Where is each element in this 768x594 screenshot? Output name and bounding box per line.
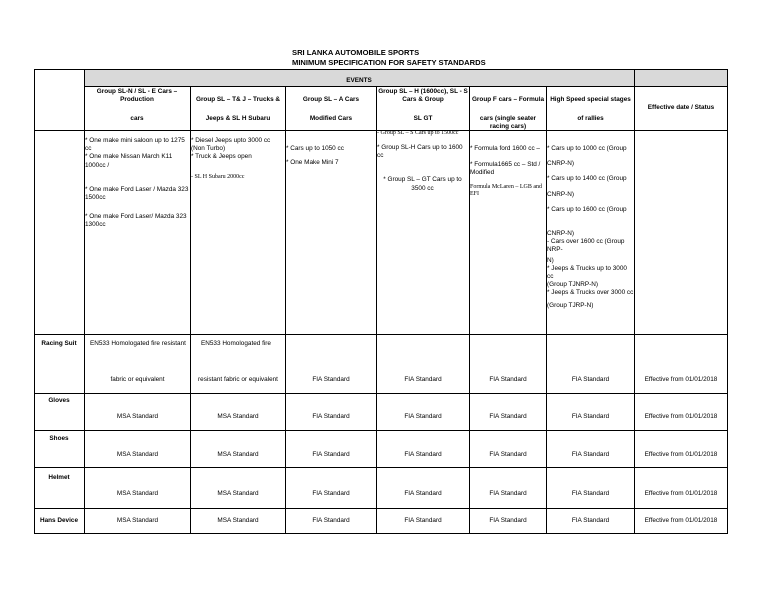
class-item: - Group SL – S Cars up to 1500cc [377,130,459,136]
class-item: * Truck & Jeeps open [191,153,252,161]
rule [84,86,728,87]
document-subtitle: MINIMUM SPECIFICATION FOR SAFETY STANDARDS [292,58,486,67]
cell-text: EN533 Homologated fire [201,340,271,347]
shoes-col-3: FIA Standard [312,451,350,458]
class-item: Formula McLaren – LGB and EFI [470,183,542,197]
class-item: (Group TJRP-N) [547,301,594,309]
cell-text: fabric or equivalent [110,376,165,384]
rule [34,393,728,394]
shoes-col-1: MSA Standard [116,451,159,458]
col-header-7: Effective date / Status [647,104,715,111]
classes-col-2 [191,137,284,181]
class-item: * Group SL-H Cars up to 1600 cc [377,144,463,160]
helmet-col-3: FIA Standard [312,490,350,497]
gloves-col-6: FIA Standard [571,413,610,420]
status-header-band [634,70,727,86]
rule [634,69,635,534]
cell-text: resistant fabric or equivalent [198,376,278,384]
shoes-col-7: Effective from 01/01/2018 [644,451,718,458]
classes-col-6 [547,145,634,310]
class-item: * Cars up to 1000 cc (Group [547,145,627,152]
class-item: * One make Ford Laser/ Mazda 323 1300cc [85,213,187,229]
gloves-col-4: FIA Standard [404,413,442,420]
helmet-col-7: Effective from 01/01/2018 [644,490,718,497]
row-label-racing-suit: Racing Suit [41,340,77,347]
col-header-2 [191,96,285,123]
col-header-4 [377,88,469,124]
class-item: * One make Ford Laser / Mazda 323 1500cc [85,185,189,202]
cell-text: EN533 Homologated fire resistant [90,340,186,347]
helmet-col-6: FIA Standard [571,490,610,497]
class-item: N) [547,256,554,264]
col-header-5-line2: cars (single seater racing cars) [479,115,537,131]
class-item: CNRP-N) [547,190,574,198]
col-header-1 [86,88,188,124]
class-item: CNRP-N) [547,230,574,238]
rule [34,467,728,468]
rule [34,69,728,70]
col-header-3 [286,96,376,123]
col-header-4-line2: SL GT [413,115,433,123]
hans-col-3: FIA Standard [312,517,350,524]
gloves-col-1: MSA Standard [116,413,159,420]
row-label-hans-device: Hans Device [39,517,78,524]
col-header-4-line1: Group SL – H (1600cc), SL - S Cars & Group [378,88,468,104]
class-item: * Cars up to 1600 cc (Group [547,205,627,213]
col-header-3-line1: Group SL – A Cars [302,96,360,103]
class-item: * One make mini saloon up to 1275 cc [85,137,185,153]
gloves-col-5: FIA Standard [489,413,527,420]
classes-col-4 [377,130,468,193]
racing-suit-col-3: FIA Standard [312,376,350,383]
racing-suit-col-1 [86,340,189,384]
racing-suit-col-5: FIA Standard [489,376,527,383]
helmet-col-1: MSA Standard [116,490,159,497]
class-item: - Cars over 1600 cc (Group NRP- [547,238,625,254]
row-label-helmet: Helmet [48,474,70,481]
shoes-col-6: FIA Standard [571,451,610,458]
helmet-col-2: MSA Standard [217,490,259,497]
row-label-gloves: Gloves [48,397,70,404]
classes-col-5 [470,145,546,198]
row-label-shoes: Shoes [49,435,69,442]
col-header-1-line1: Group SL-N / SL - E Cars – Production [96,88,178,104]
col-header-6-line1: High Speed special stages [550,96,631,103]
class-item: * One make Nissan March K11 1000cc / [85,153,173,169]
rule [34,334,728,335]
class-item: (Group TJNRP-N) [547,281,599,289]
class-item: * Formula1665 cc – Std / Modified [470,161,541,177]
col-header-2-line2: Jeeps & SL H Subaru [205,115,271,123]
gloves-col-2: MSA Standard [217,413,259,420]
col-header-6-line2: of rallies [577,115,604,123]
col-header-1-line2: cars [130,115,144,123]
rule [34,430,728,431]
shoes-col-4: FIA Standard [404,451,442,458]
hans-col-5: FIA Standard [489,517,527,524]
racing-suit-col-2 [191,340,285,384]
hans-col-2: MSA Standard [217,517,259,524]
class-item: * Diesel Jeeps upto 3000 cc (Non Turbo) [191,137,271,153]
class-item: * Group SL – GT Cars up to 3500 cc [383,176,462,192]
col-header-3-line2: Modified Cars [309,115,353,123]
racing-suit-col-4: FIA Standard [404,376,442,383]
hans-col-4: FIA Standard [404,517,442,524]
gloves-col-3: FIA Standard [312,413,350,420]
class-item: * Jeeps & Trucks over 3000 cc [547,289,634,297]
rule [34,508,728,509]
class-item: * Cars up to 1400 cc (Group [547,175,627,183]
class-item: * Jeeps & Trucks up to 3000 cc [547,264,627,281]
helmet-col-5: FIA Standard [489,490,527,497]
document-title: SRI LANKA AUTOMOBILE SPORTS [292,48,420,57]
rule [34,533,728,534]
class-item: - SL H Subaru 2000cc [191,173,245,180]
helmet-col-4: FIA Standard [404,490,442,497]
classes-col-1 [85,137,189,230]
col-header-5 [470,96,546,132]
hans-col-1: MSA Standard [116,517,159,524]
shoes-col-5: FIA Standard [489,451,527,458]
shoes-col-2: MSA Standard [217,451,259,458]
hans-col-6: FIA Standard [571,517,610,524]
events-label: EVENTS [346,77,372,84]
hans-col-7: Effective from 01/01/2018 [644,517,718,524]
classes-col-3 [286,145,375,167]
rule [34,69,35,534]
rule [727,69,728,534]
racing-suit-col-6: FIA Standard [571,376,610,383]
class-item: * Cars up to 1050 cc [286,145,344,152]
racing-suit-col-7: Effective from 01/01/2018 [644,376,718,383]
col-header-2-line1: Group SL – T& J – Trucks & [195,96,281,103]
gloves-col-7: Effective from 01/01/2018 [644,413,718,420]
class-item: CNRP-N) [547,160,574,168]
col-header-6 [547,96,634,123]
class-item: * Formula ford 1600 cc – [470,145,540,152]
col-header-5-line1: Group F cars – Formula [471,96,545,103]
class-item: * One Make Mini 7 [286,159,339,167]
